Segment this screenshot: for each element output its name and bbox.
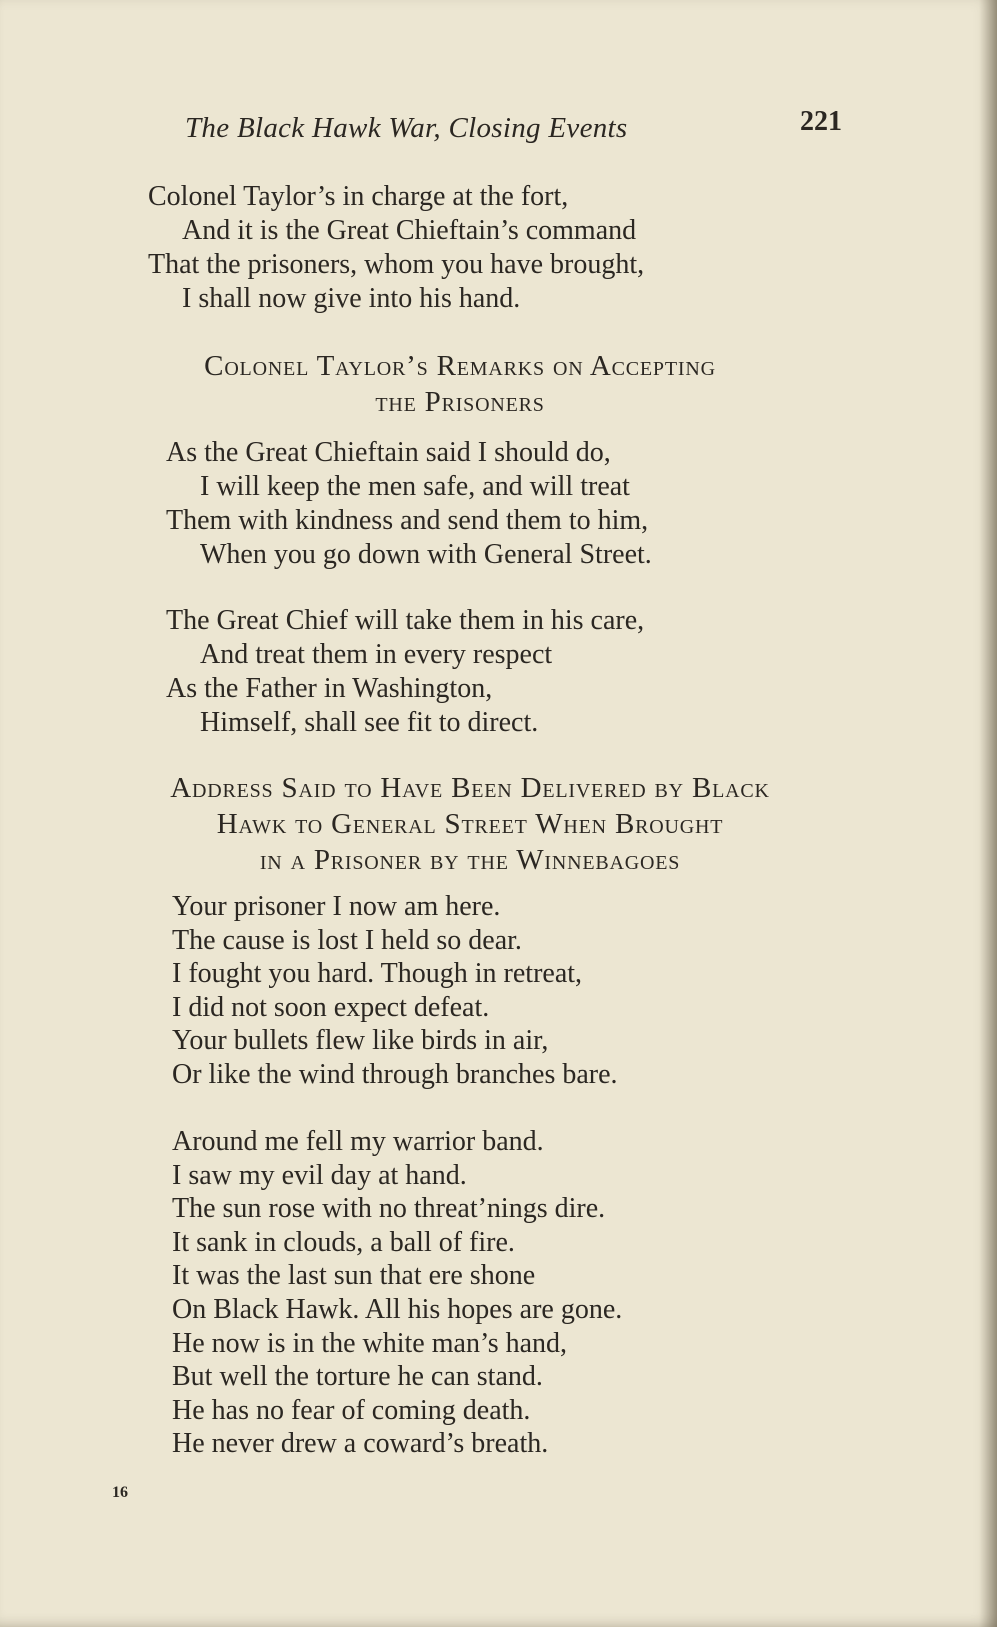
verse-line: On Black Hawk. All his hopes are gone.: [172, 1293, 623, 1325]
heading-line: Colonel Taylor’s Remarks on Accepting: [204, 350, 716, 382]
verse-line: Colonel Taylor’s in charge at the fort,: [148, 181, 569, 212]
poem-stanza-5: [172, 1125, 622, 1461]
verse-line: He now is in the white man’s hand,: [172, 1327, 568, 1359]
section-heading-black-hawk-address: [80, 770, 860, 878]
page-number: 221: [800, 106, 842, 137]
verse-line: He has no fear of coming death.: [172, 1394, 531, 1426]
poem-stanza-2: [166, 436, 652, 572]
verse-line: Your prisoner I now am here.: [172, 891, 501, 922]
poem-stanza-4: [172, 890, 618, 1091]
verse-line: Or like the wind through branches bare.: [172, 1058, 618, 1090]
verse-line: And it is the Great Chieftain’s command: [182, 215, 637, 246]
verse-line: It sank in clouds, a ball of fire.: [172, 1226, 515, 1258]
verse-line: As the Great Chieftain said I should do,: [166, 437, 611, 468]
verse-line: I shall now give into his hand.: [182, 283, 521, 314]
poem-stanza-3: [166, 604, 644, 740]
running-title: The Black Hawk War, Closing Events: [185, 112, 628, 144]
verse-line: As the Father in Washington,: [166, 673, 493, 704]
verse-line: The cause is lost I held so dear.: [172, 924, 522, 956]
signature-mark: 16: [112, 1484, 128, 1501]
verse-line: The sun rose with no threat’nings dire.: [172, 1193, 606, 1225]
section-heading-taylor-remarks: [140, 348, 780, 420]
verse-line: The Great Chief will take them in his care,: [166, 605, 645, 636]
heading-line: in a Prisoner by the Winnebagoes: [259, 844, 681, 876]
verse-line: Them with kindness and send them to him,: [166, 505, 649, 536]
page-edge-shadow: [979, 0, 997, 1627]
verse-line: That the prisoners, whom you have brought,: [148, 249, 645, 280]
heading-line: Hawk to General Street When Brought: [216, 808, 724, 840]
verse-line: Around me fell my warrior band.: [172, 1126, 544, 1157]
verse-line: I did not soon expect defeat.: [172, 991, 490, 1023]
verse-line: And treat them in every respect: [200, 639, 553, 670]
poem-stanza-1: [148, 180, 644, 316]
verse-line: It was the last sun that ere shone: [172, 1260, 536, 1292]
verse-line: I fought you hard. Though in retreat,: [172, 958, 583, 989]
heading-line: the Prisoners: [375, 386, 545, 418]
verse-line: Your bullets flew like birds in air,: [172, 1025, 549, 1056]
heading-line: Address Said to Have Been Delivered by Black: [170, 772, 770, 804]
verse-line: When you go down with General Street.: [200, 539, 652, 570]
verse-line: Himself, shall see fit to direct.: [200, 707, 539, 738]
verse-line: I will keep the men safe, and will treat: [200, 471, 630, 502]
verse-line: I saw my evil day at hand.: [172, 1159, 467, 1191]
verse-line: He never drew a coward’s breath.: [172, 1428, 549, 1460]
verse-line: But well the torture he can stand.: [172, 1361, 543, 1393]
